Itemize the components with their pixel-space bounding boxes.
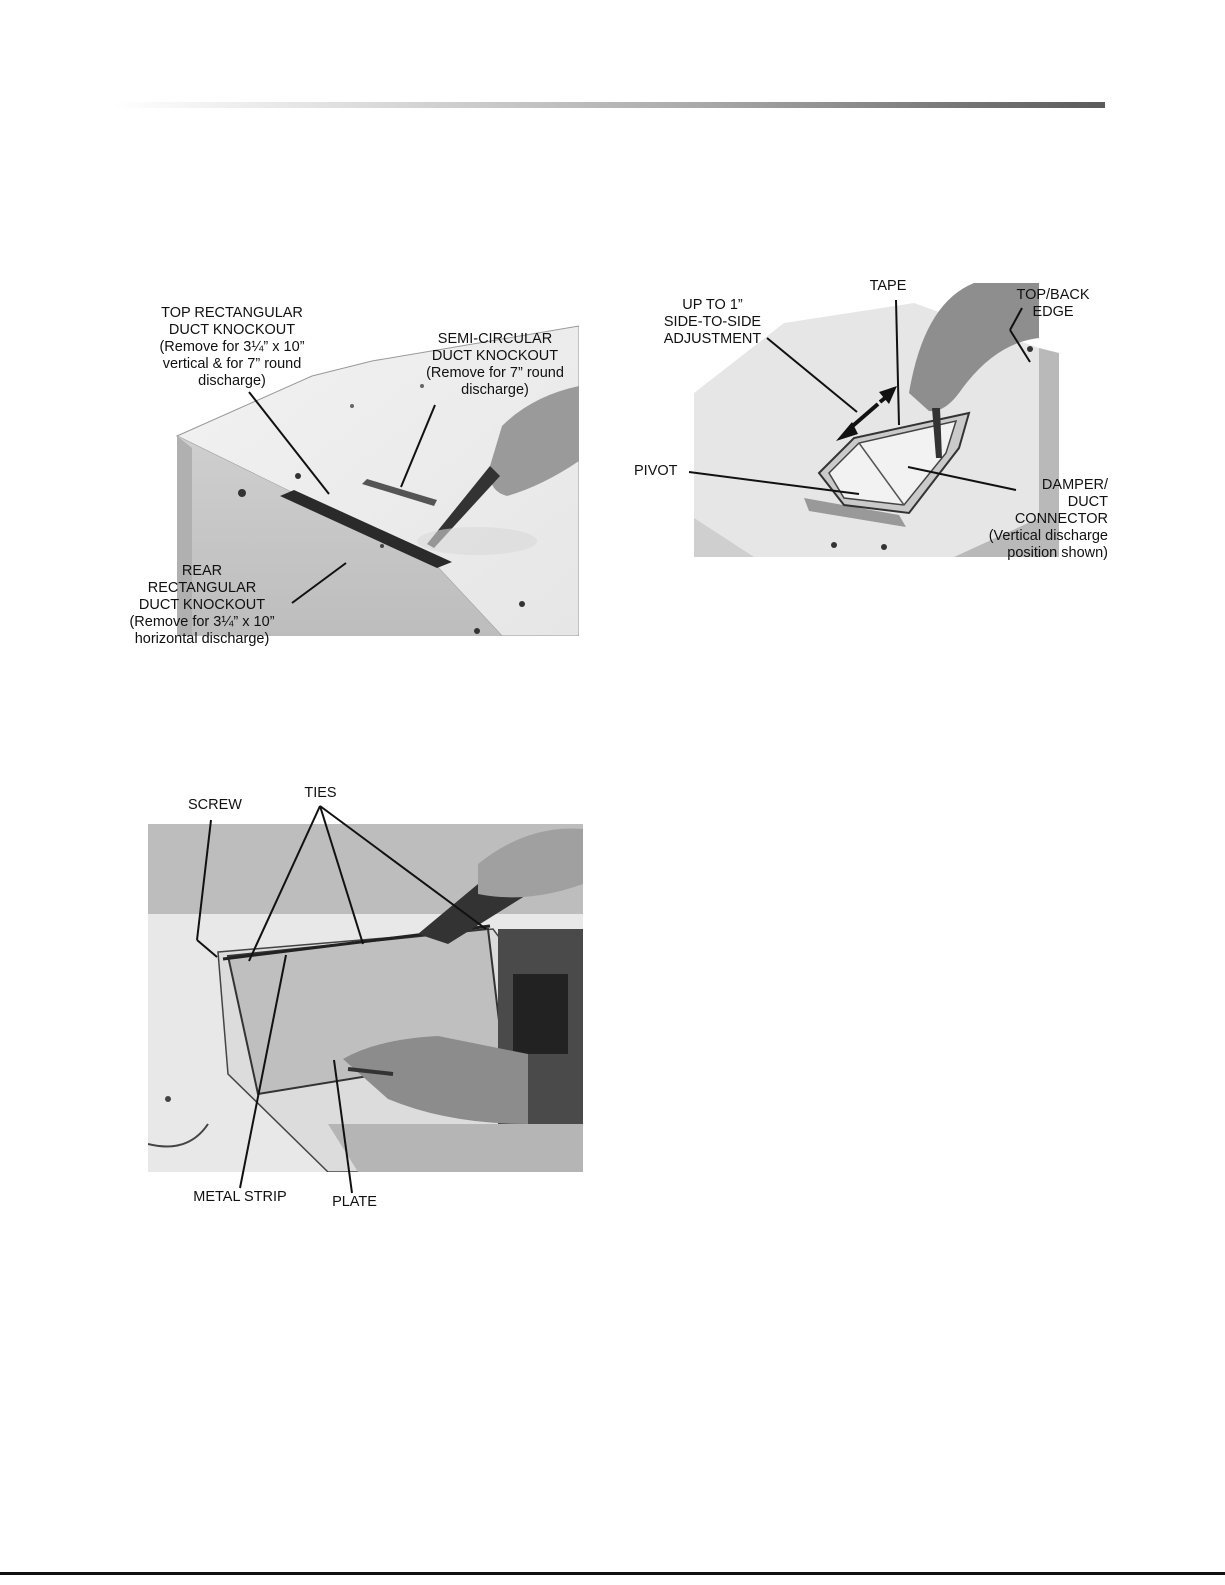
plate-illustration [148, 824, 583, 1172]
label-pivot: PIVOT [634, 463, 678, 479]
label-screw: SCREW [188, 797, 242, 813]
label-damper-connector: DAMPER/ DUCT CONNECTOR (Vertical discharge position shown) [988, 477, 1108, 561]
label-top-back-edge: TOP/BACK EDGE [1016, 287, 1090, 320]
header-rule [112, 102, 1105, 108]
label-metal-strip: METAL STRIP [193, 1189, 287, 1205]
label-ties: TIES [304, 785, 337, 801]
label-side-adjustment: UP TO 1” SIDE-TO-SIDE ADJUSTMENT [663, 297, 762, 347]
footer-rule [0, 1572, 1225, 1575]
label-top-rectangular-knockout: TOP RECTANGULAR DUCT KNOCKOUT (Remove for 3¼” x 10” vertical & for 7” round discharge) [159, 305, 305, 389]
label-semi-circular-knockout: SEMI-CIRCULAR DUCT KNOCKOUT (Remove for 7” round discharge) [426, 331, 564, 398]
label-rear-rectangular-knockout: REAR RECTANGULAR DUCT KNOCKOUT (Remove for 3¼” x 10” horizontal discharge) [129, 563, 275, 647]
label-tape: TAPE [869, 278, 907, 294]
label-plate: PLATE [332, 1194, 377, 1210]
plate-photo [148, 824, 583, 1172]
